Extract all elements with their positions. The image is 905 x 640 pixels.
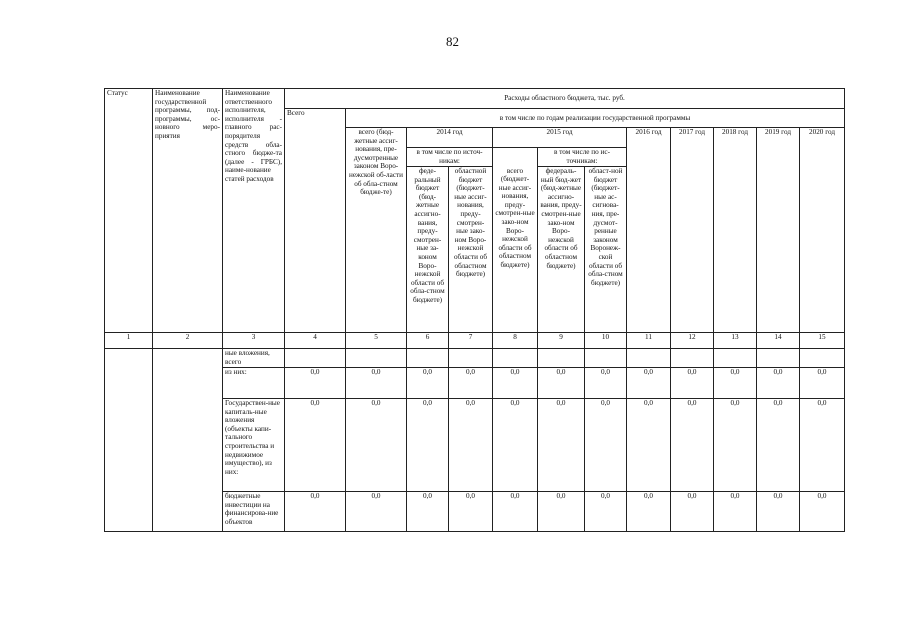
header-reg-2014: областной бюджет (бюджет-ные ассиг-нования, преду-смотрен-ные зако-ном Воро-нежской области об областном бюджете)	[449, 167, 493, 333]
header-all-budget: всего (бюд-жетные ассиг-нования, пре-дусмотренные законом Воро-нежской об-ласти об обла-стном бюдже-те)	[346, 128, 407, 333]
value-cell	[714, 349, 757, 368]
header-year-2020: 2020 год	[800, 128, 845, 333]
header-total: Всего	[285, 109, 346, 333]
value-cell	[449, 349, 493, 368]
value-cell: 0,0	[493, 492, 538, 532]
value-cell	[346, 349, 407, 368]
col-index: 13	[714, 333, 757, 349]
col-index: 5	[346, 333, 407, 349]
column-index-row	[105, 333, 845, 349]
budget-table	[104, 88, 845, 532]
value-cell: 0,0	[714, 399, 757, 492]
header-all-2015: всего (бюджет-ные ассиг-нования, преду-смотрен-ные зако-ном Воро-нежской области об областном бюджете)	[493, 167, 538, 333]
value-cell	[538, 349, 585, 368]
col-index: 10	[585, 333, 627, 349]
value-cell	[285, 349, 346, 368]
value-cell	[800, 349, 845, 368]
col-index: 3	[223, 333, 285, 349]
value-cell: 0,0	[585, 368, 627, 399]
header-status: Статус	[105, 89, 153, 333]
value-cell: 0,0	[538, 368, 585, 399]
value-cell: 0,0	[800, 492, 845, 532]
value-cell	[757, 349, 800, 368]
value-cell: 0,0	[800, 399, 845, 492]
col-index: 2	[153, 333, 223, 349]
value-cell: 0,0	[538, 492, 585, 532]
value-cell: 0,0	[757, 368, 800, 399]
value-cell: 0,0	[285, 399, 346, 492]
header-by-years: в том числе по годам реализации государственной программы	[346, 109, 845, 128]
value-cell: 0,0	[285, 368, 346, 399]
header-program-name: Наименование государственной программы, под-программы, ос-новного меро-приятия	[153, 89, 223, 333]
value-cell: 0,0	[714, 368, 757, 399]
header-year-2019: 2019 год	[757, 128, 800, 333]
header-sources-2014: в том числе по источ-никам:	[407, 148, 493, 167]
header-fed-2015: федераль-ный бюд-жет (бюд-жетные ассигно-вания, преду-смотрен-ные зако-ном Воро-нежской области об областном бюджете)	[538, 167, 585, 333]
header-blank-2015	[493, 148, 538, 167]
value-cell: 0,0	[627, 368, 671, 399]
value-cell: 0,0	[449, 492, 493, 532]
value-cell: 0,0	[627, 399, 671, 492]
table-row	[105, 349, 845, 368]
row-label: из них:	[223, 368, 285, 399]
value-cell: 0,0	[407, 399, 449, 492]
value-cell: 0,0	[714, 492, 757, 532]
header-year-2015: 2015 год	[493, 128, 627, 148]
col-index: 7	[449, 333, 493, 349]
row-label: ные вложения, всего	[223, 349, 285, 368]
col-index: 6	[407, 333, 449, 349]
value-cell: 0,0	[627, 492, 671, 532]
value-cell: 0,0	[493, 399, 538, 492]
header-year-2017: 2017 год	[671, 128, 714, 333]
col-index: 9	[538, 333, 585, 349]
value-cell: 0,0	[585, 399, 627, 492]
header-expenses-title: Расходы областного бюджета, тыс. руб.	[285, 89, 845, 109]
value-cell	[585, 349, 627, 368]
row-label: Государствен-ные капиталь-ные вложения (объекты капи-тального строительства и недвижимое имущество), из них:	[223, 399, 285, 492]
value-cell: 0,0	[407, 492, 449, 532]
value-cell: 0,0	[407, 368, 449, 399]
value-cell: 0,0	[757, 492, 800, 532]
col-index: 8	[493, 333, 538, 349]
value-cell	[671, 349, 714, 368]
header-reg-2015: област-ной бюджет (бюджет-ные ас-сигнова-ния, пре-дусмот-ренные законом Воронеж-ской области об обла-стном бюджете)	[585, 167, 627, 333]
page-number: 82	[446, 34, 459, 49]
value-cell	[407, 349, 449, 368]
value-cell: 0,0	[346, 492, 407, 532]
header-year-2018: 2018 год	[714, 128, 757, 333]
value-cell	[493, 349, 538, 368]
status-cell	[105, 349, 153, 532]
header-year-2014: 2014 год	[407, 128, 493, 148]
col-index: 14	[757, 333, 800, 349]
value-cell: 0,0	[346, 368, 407, 399]
value-cell: 0,0	[449, 399, 493, 492]
value-cell: 0,0	[585, 492, 627, 532]
col-index: 11	[627, 333, 671, 349]
value-cell	[627, 349, 671, 368]
value-cell: 0,0	[800, 368, 845, 399]
col-index: 15	[800, 333, 845, 349]
header-year-2016: 2016 год	[627, 128, 671, 333]
value-cell: 0,0	[757, 399, 800, 492]
value-cell: 0,0	[671, 399, 714, 492]
value-cell: 0,0	[346, 399, 407, 492]
value-cell: 0,0	[449, 368, 493, 399]
value-cell: 0,0	[671, 368, 714, 399]
col-index: 12	[671, 333, 714, 349]
program-cell	[153, 349, 223, 532]
row-label: бюджетные инвестиции на финансирова-ние объектов	[223, 492, 285, 532]
value-cell: 0,0	[538, 399, 585, 492]
header-sources-2015: в том числе по ис-точникам:	[538, 148, 627, 167]
value-cell: 0,0	[285, 492, 346, 532]
value-cell: 0,0	[493, 368, 538, 399]
header-executor: Наименование ответственного исполнителя, исполнителя - главного рас-порядителя средств обла-стного бюдже-та (далее - ГРБС), наиме-нование статей расходов	[223, 89, 285, 333]
col-index: 1	[105, 333, 153, 349]
value-cell: 0,0	[671, 492, 714, 532]
header-fed-2014: феде-ральный бюджет (бюд-жетные ассигно-вания, преду-смотрен-ные за-коном Воро-нежской области об обла-стном бюджете)	[407, 167, 449, 333]
col-index: 4	[285, 333, 346, 349]
